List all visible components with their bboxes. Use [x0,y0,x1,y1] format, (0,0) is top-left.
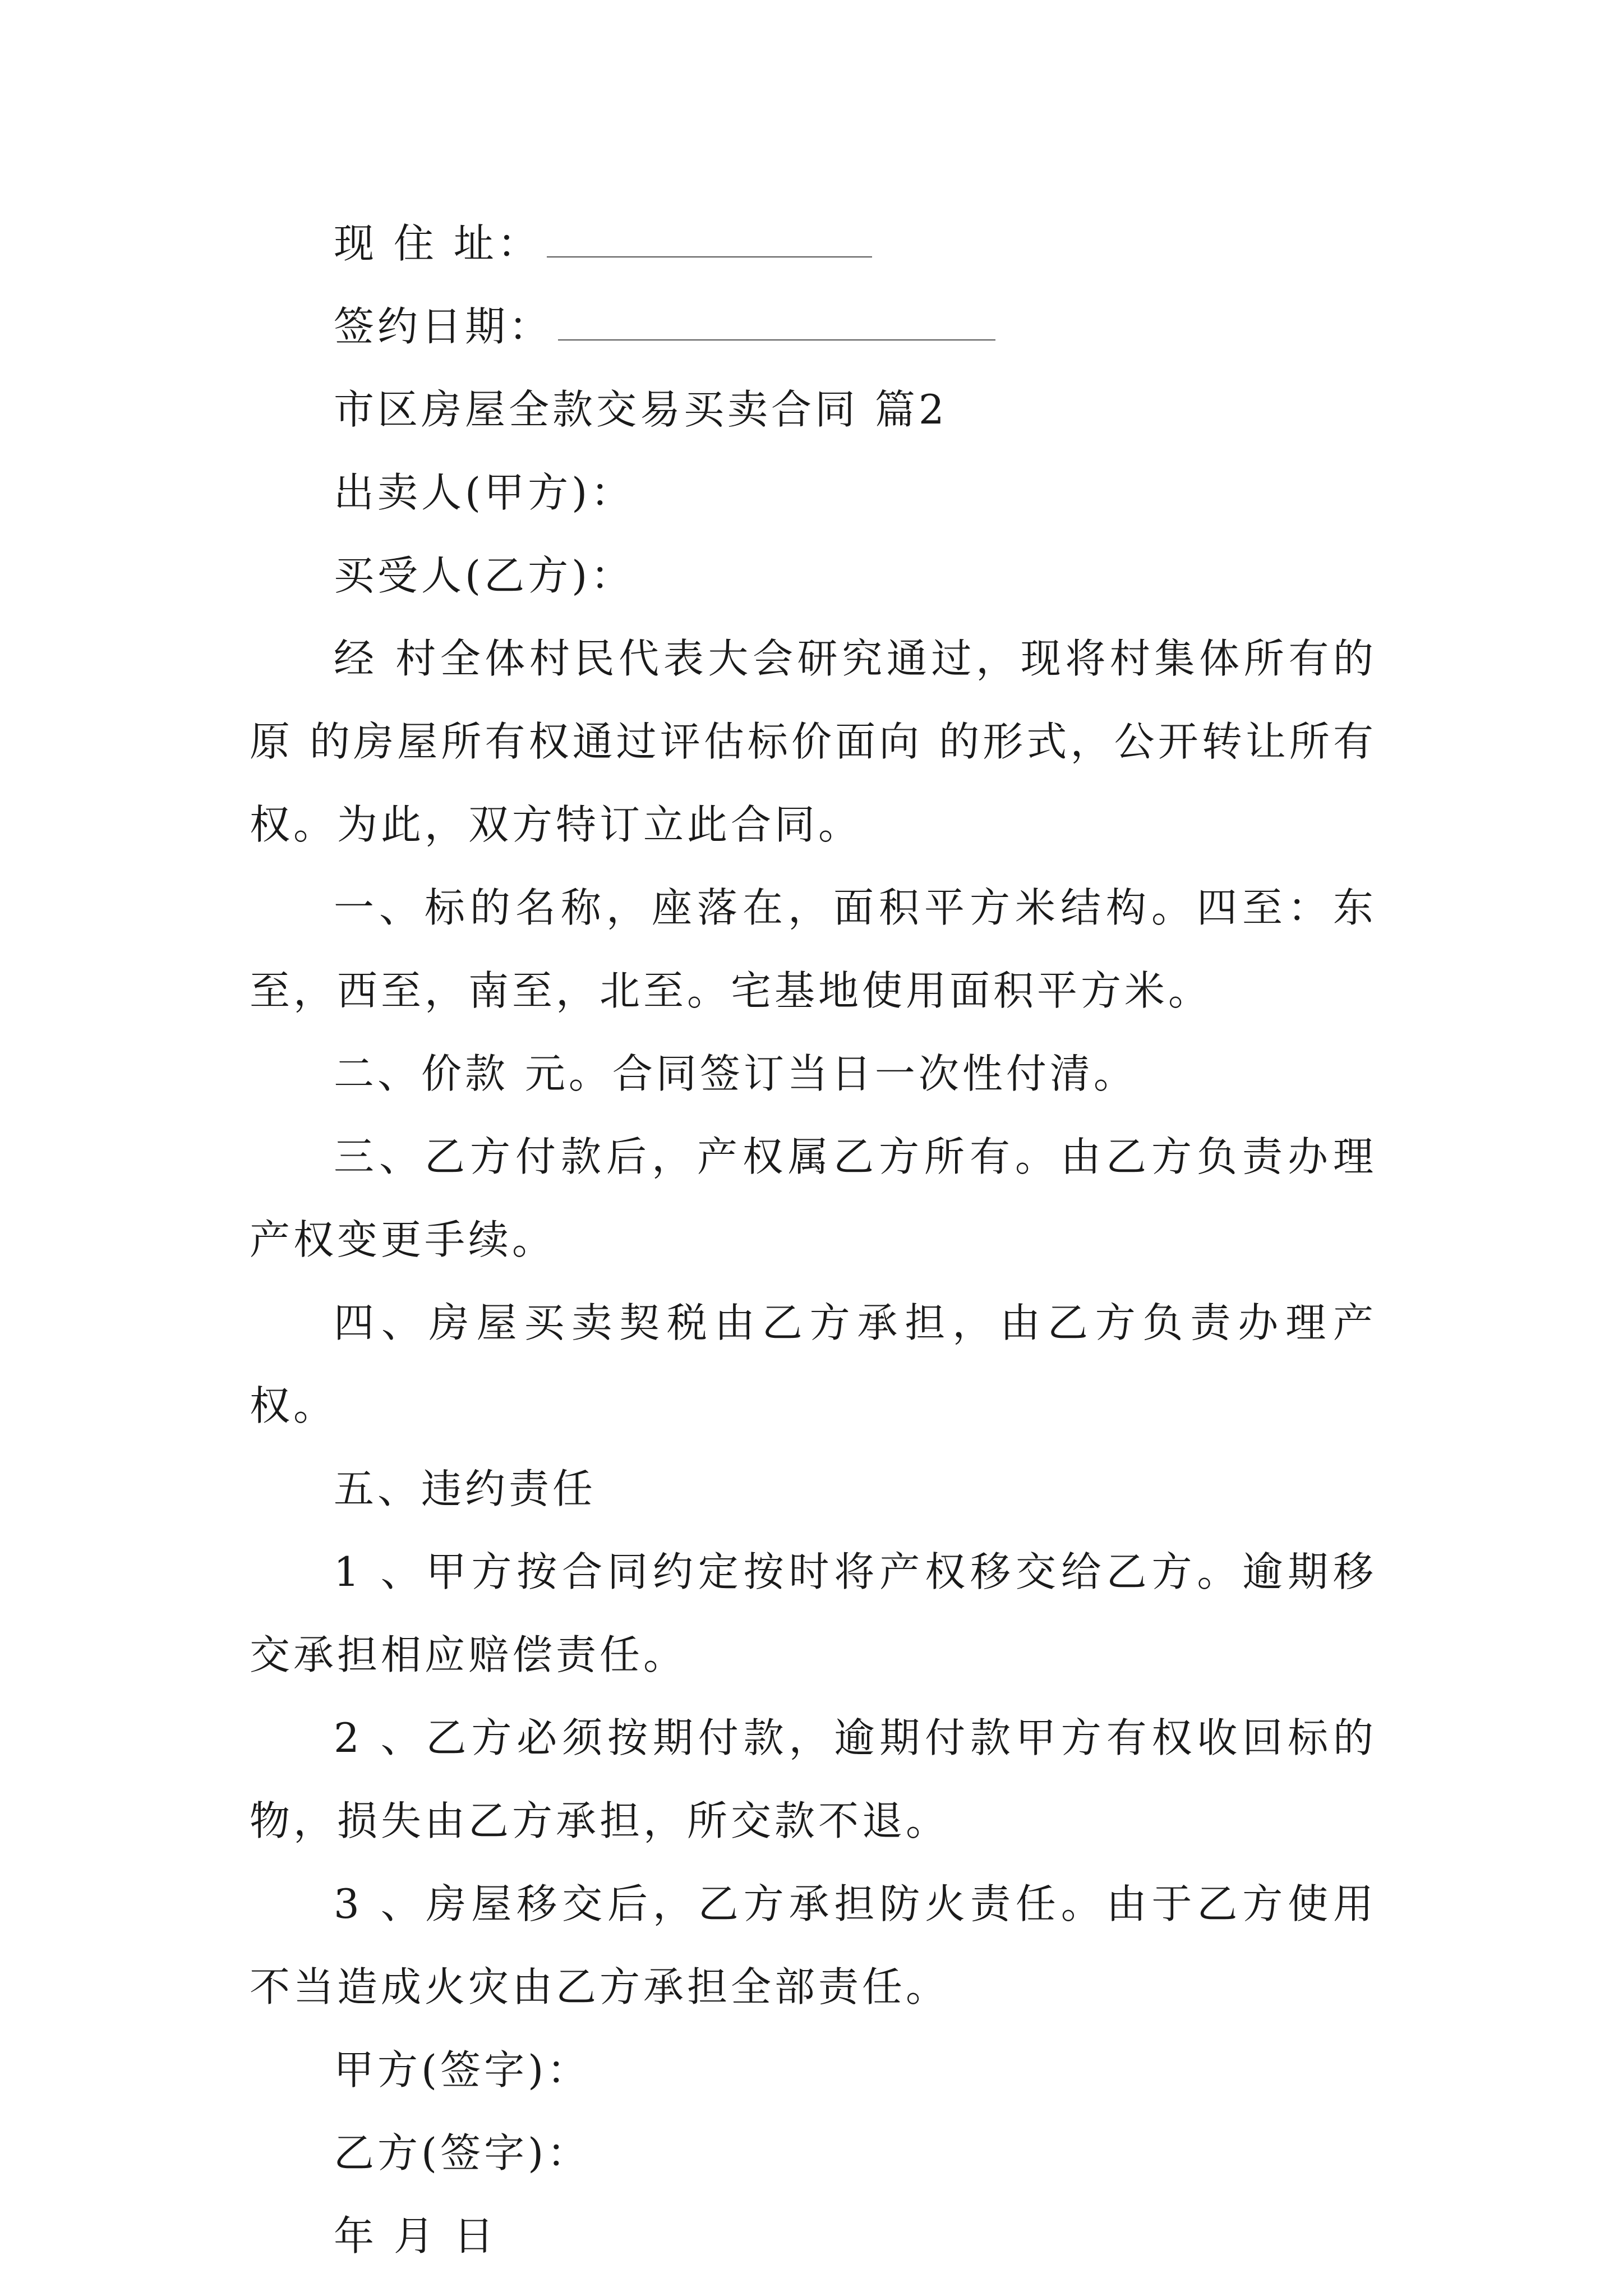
address-label: 现 住 址： [334,220,541,267]
signing-date-label: 签约日期： [334,303,553,350]
intro-paragraph: 经 村全体村民代表大会研究通过，现将村集体所有的原 的房屋所有权通过评估标价面向 的形式，公开转让所有权。为此，双方特订立此合同。 [250,635,1377,848]
clause-2: 二、价款 元。合同签订当日一次性付清。 [334,1050,1137,1097]
clause-5-heading: 五、违约责任 [334,1465,597,1512]
signature-party-b: 乙方(签字)： [334,2129,591,2177]
signature-party-a: 甲方(签字)： [334,2046,591,2093]
clause-5-1: 1 、甲方按合同约定按时将产权移交给乙方。逾期移交承担相应赔偿责任。 [250,1548,1377,1678]
document-page [250,202,1377,2277]
clause-4: 四、房屋买卖契税由乙方承担，由乙方负责办理产权。 [250,1299,1377,1429]
date-line: 年 月 日 [334,2212,497,2260]
signing-date-blank [558,334,995,341]
seller-line: 出卖人(甲方)： [334,469,635,516]
clause-3: 三、乙方付款后，产权属乙方所有。由乙方负责办理产权变更手续。 [250,1133,1377,1263]
clause-5-3: 3 、房屋移交后，乙方承担防火责任。由于乙方使用不当造成火灾由乙方承担全部责任。 [250,1880,1377,2010]
address-blank [547,251,872,257]
contract-title: 市区房屋全款交易买卖合同 篇2 [334,386,948,433]
address-line [250,202,1377,285]
clause-5-2: 2 、乙方必须按期付款，逾期付款甲方有权收回标的物，损失由乙方承担，所交款不退。 [250,1714,1377,1844]
buyer-line: 买受人(乙方)： [334,552,635,599]
clause-1: 一、标的名称，座落在，面积平方米结构。四至：东至，西至，南至，北至。宅基地使用面积平方米。 [250,884,1377,1014]
signing-date-line [250,285,1377,368]
